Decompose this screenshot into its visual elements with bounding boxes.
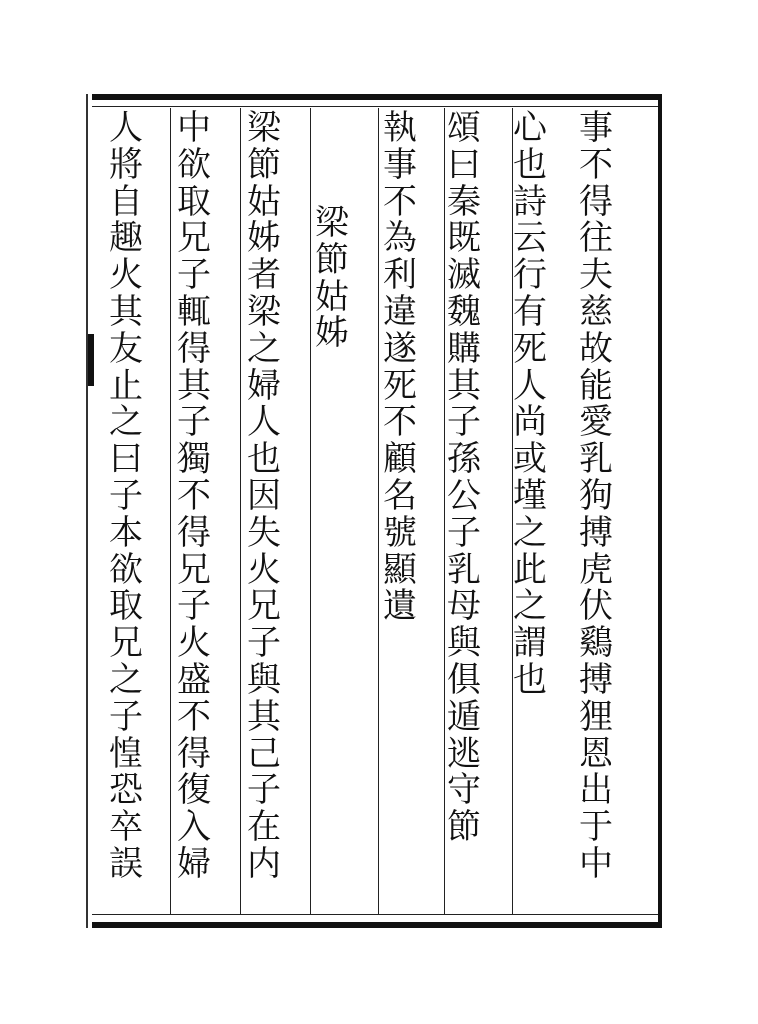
character: 失 bbox=[247, 512, 281, 553]
character: 不 bbox=[177, 475, 211, 516]
character: 詩 bbox=[513, 181, 547, 222]
character: 其 bbox=[177, 365, 211, 406]
character: 滅 bbox=[447, 255, 481, 296]
character: 取 bbox=[109, 586, 143, 627]
character: 既 bbox=[447, 218, 481, 259]
character: 往 bbox=[579, 218, 613, 259]
character: 守 bbox=[447, 770, 481, 811]
character: 之 bbox=[513, 586, 547, 627]
character: 能 bbox=[579, 365, 613, 406]
character: 孫 bbox=[447, 439, 481, 480]
character: 婦 bbox=[247, 365, 281, 406]
character: 購 bbox=[447, 328, 481, 369]
character: 母 bbox=[447, 586, 481, 627]
character: 謂 bbox=[513, 623, 547, 664]
character: 姊 bbox=[247, 218, 281, 259]
character: 子 bbox=[109, 475, 143, 516]
character: 兄 bbox=[247, 586, 281, 627]
character: 兄 bbox=[109, 623, 143, 664]
character: 姑 bbox=[247, 181, 281, 222]
character: 惶 bbox=[109, 733, 143, 774]
character: 之 bbox=[109, 659, 143, 700]
character: 之 bbox=[109, 402, 143, 443]
character: 狗 bbox=[579, 475, 613, 516]
character: 恐 bbox=[109, 770, 143, 811]
bottom-rule bbox=[92, 914, 658, 915]
character: 子 bbox=[447, 402, 481, 443]
character: 遁 bbox=[447, 696, 481, 737]
character: 公 bbox=[447, 475, 481, 516]
character: 行 bbox=[513, 255, 547, 296]
character: 為 bbox=[383, 218, 417, 259]
character: 子 bbox=[177, 402, 211, 443]
character: 卒 bbox=[109, 807, 143, 848]
character: 不 bbox=[177, 696, 211, 737]
character: 出 bbox=[579, 770, 613, 811]
character: 執 bbox=[383, 108, 417, 148]
character: 友 bbox=[109, 328, 143, 369]
character: 梁 bbox=[247, 291, 281, 332]
character: 人 bbox=[109, 108, 143, 148]
character: 也 bbox=[513, 144, 547, 185]
character: 本 bbox=[109, 512, 143, 553]
text-column bbox=[102, 110, 150, 910]
character: 逃 bbox=[447, 733, 481, 774]
character: 因 bbox=[247, 475, 281, 516]
character: 火 bbox=[177, 623, 211, 664]
character: 其 bbox=[447, 365, 481, 406]
character: 遺 bbox=[383, 586, 417, 627]
character: 伏 bbox=[579, 586, 613, 627]
character: 頌 bbox=[447, 108, 481, 148]
character: 或 bbox=[513, 439, 547, 480]
character: 顧 bbox=[383, 439, 417, 480]
character: 將 bbox=[109, 144, 143, 185]
character: 鷄 bbox=[579, 623, 613, 664]
character: 欲 bbox=[109, 549, 143, 590]
character: 利 bbox=[383, 255, 417, 296]
character: 故 bbox=[579, 328, 613, 369]
previous-page-edge bbox=[0, 94, 92, 928]
character: 輒 bbox=[177, 291, 211, 332]
character: 取 bbox=[177, 181, 211, 222]
character: 得 bbox=[177, 512, 211, 553]
character: 子 bbox=[177, 586, 211, 627]
character: 顯 bbox=[383, 549, 417, 590]
character: 也 bbox=[247, 439, 281, 480]
character: 虎 bbox=[579, 549, 613, 590]
character: 誤 bbox=[109, 843, 143, 884]
character: 在 bbox=[247, 807, 281, 848]
character: 俱 bbox=[447, 659, 481, 700]
character: 事 bbox=[579, 108, 613, 148]
character: 復 bbox=[177, 770, 211, 811]
character: 名 bbox=[383, 475, 417, 516]
character: 之 bbox=[513, 512, 547, 553]
character: 與 bbox=[247, 659, 281, 700]
character: 之 bbox=[247, 328, 281, 369]
text-column bbox=[440, 110, 488, 910]
character: 死 bbox=[383, 365, 417, 406]
character: 乳 bbox=[447, 549, 481, 590]
character: 節 bbox=[247, 144, 281, 185]
character: 節 bbox=[447, 807, 481, 848]
character: 慈 bbox=[579, 291, 613, 332]
character: 人 bbox=[513, 365, 547, 406]
character: 梁 bbox=[247, 108, 281, 148]
character: 其 bbox=[247, 696, 281, 737]
character: 得 bbox=[177, 733, 211, 774]
character: 得 bbox=[177, 328, 211, 369]
character: 搏 bbox=[579, 659, 613, 700]
character: 欲 bbox=[177, 144, 211, 185]
text-column bbox=[572, 110, 620, 910]
character: 夫 bbox=[579, 255, 613, 296]
character: 有 bbox=[513, 291, 547, 332]
character: 節 bbox=[315, 239, 349, 280]
character: 心 bbox=[513, 108, 547, 148]
character: 自 bbox=[109, 181, 143, 222]
character: 人 bbox=[247, 402, 281, 443]
character: 子 bbox=[447, 512, 481, 553]
character: 狸 bbox=[579, 696, 613, 737]
character: 中 bbox=[579, 843, 613, 884]
character: 恩 bbox=[579, 733, 613, 774]
character: 于 bbox=[579, 807, 613, 848]
character: 乳 bbox=[579, 439, 613, 480]
character: 魏 bbox=[447, 291, 481, 332]
top-rule bbox=[92, 106, 658, 107]
character: 子 bbox=[177, 255, 211, 296]
character: 號 bbox=[383, 512, 417, 553]
character: 姊 bbox=[315, 313, 349, 354]
character: 秦 bbox=[447, 181, 481, 222]
character: 止 bbox=[109, 365, 143, 406]
character: 姑 bbox=[315, 276, 349, 317]
character: 曰 bbox=[447, 144, 481, 185]
character: 者 bbox=[247, 255, 281, 296]
character: 云 bbox=[513, 218, 547, 259]
character: 其 bbox=[109, 291, 143, 332]
character: 不 bbox=[383, 181, 417, 222]
character: 違 bbox=[383, 291, 417, 332]
character: 得 bbox=[579, 181, 613, 222]
character: 入 bbox=[177, 807, 211, 848]
character: 墐 bbox=[513, 475, 547, 516]
character: 己 bbox=[247, 733, 281, 774]
character: 獨 bbox=[177, 439, 211, 480]
character: 尚 bbox=[513, 402, 547, 443]
character: 愛 bbox=[579, 402, 613, 443]
text-column bbox=[376, 110, 424, 910]
character: 火 bbox=[109, 255, 143, 296]
character: 梁 bbox=[315, 203, 349, 243]
character: 死 bbox=[513, 328, 547, 369]
text-column bbox=[240, 110, 288, 910]
binding-line bbox=[86, 94, 88, 928]
character: 兄 bbox=[177, 549, 211, 590]
character: 事 bbox=[383, 144, 417, 185]
character: 盛 bbox=[177, 659, 211, 700]
character: 曰 bbox=[109, 439, 143, 480]
character: 火 bbox=[247, 549, 281, 590]
character: 遂 bbox=[383, 328, 417, 369]
character: 不 bbox=[383, 402, 417, 443]
character: 内 bbox=[247, 843, 281, 884]
character: 子 bbox=[247, 770, 281, 811]
section-title bbox=[308, 205, 356, 1005]
character: 子 bbox=[247, 623, 281, 664]
character: 中 bbox=[177, 108, 211, 148]
character: 兄 bbox=[177, 218, 211, 259]
text-column bbox=[506, 110, 554, 910]
character: 也 bbox=[513, 659, 547, 700]
character: 子 bbox=[109, 696, 143, 737]
character: 此 bbox=[513, 549, 547, 590]
character: 不 bbox=[579, 144, 613, 185]
character: 趣 bbox=[109, 218, 143, 259]
text-column bbox=[170, 110, 218, 910]
character: 婦 bbox=[177, 843, 211, 884]
character: 搏 bbox=[579, 512, 613, 553]
character: 與 bbox=[447, 623, 481, 664]
